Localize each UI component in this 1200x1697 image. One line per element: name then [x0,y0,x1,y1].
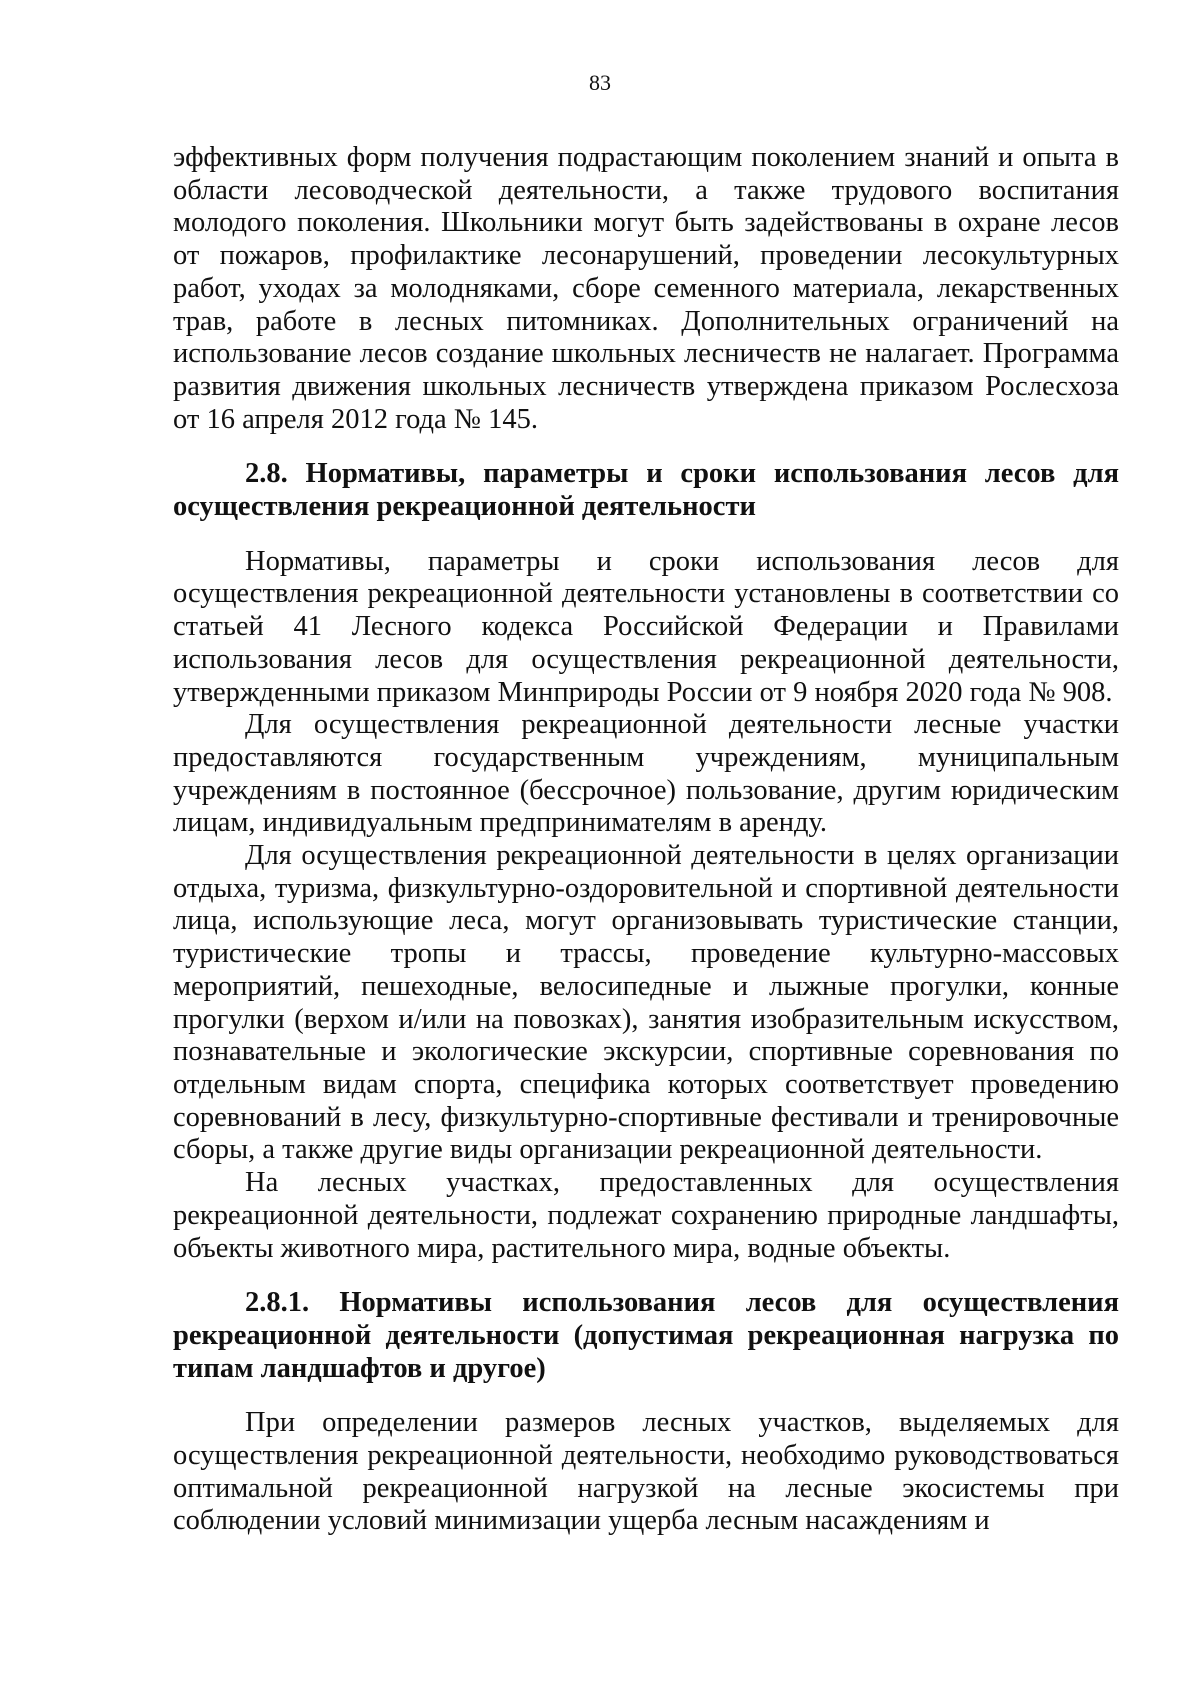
paragraph: На лесных участках, предоставленных для осуществления рекреационной деятельности, подлежат сохранению природные ландшафты, объекты животного мира, растительного мира, водные объекты. [173,1167,1119,1264]
page-number: 83 [589,70,611,95]
paragraph-continuation: эффективных форм получения подрастающим поколением знаний и опыта в области лесоводческой деятельности, а также трудового воспитания молодого поколения. Школьники могут быть задействованы в охране лесов от пожаров, профилактике лесонарушений, проведении лесокультурных работ, уходах за молодняками, сборе семенного материала, лекарственных трав, работе в лесных питомниках. Дополнительных ограничений на использование лесов создание школьных лесничеств не налагает. Программа развития движения школьных лесничеств утверждена приказом Рослесхоза от 16 апреля 2012 года № 145. [173,142,1119,435]
paragraph: Для осуществления рекреационной деятельности в целях организации отдыха, туризма, физкультурно-оздоровительной и спортивной деятельности лица, использующие леса, могут организовывать туристические станции, туристические тропы и трассы, проведение культурно-массовых мероприятий, пешеходные, велосипедные и лыжные прогулки, конные прогулки (верхом и/или на повозках), занятия изобразительным искусством, познавательные и экологические экскурсии, спортивные соревнования по отдельным видам спорта, специфика которых соответствует проведению соревнований в лесу, физкультурно-спортивные фестивали и тренировочные сборы, а также другие виды организации рекреационной деятельности. [173,840,1119,1166]
paragraph-last: При определении размеров лесных участков, выделяемых для осуществления рекреационной деятельности, необходимо руководствоваться оптимальной рекреационной нагрузкой на лесные экосистемы при соблюдении условий минимизации ущерба лесным насаждениям и [173,1407,1119,1537]
section-heading-2-8-1: 2.8.1. Нормативы использования лесов для осуществления рекреационной деятельности (допустимая рекреационная нагрузка по типам ландшафтов и другое) [173,1287,1119,1384]
paragraph: Для осуществления рекреационной деятельности лесные участки предоставляются государственным учреждениям, муниципальным учреждениям в постоянное (бессрочное) пользование, другим юридическим лицам, индивидуальным предпринимателям в аренду. [173,709,1119,839]
paragraph: Нормативы, параметры и сроки использования лесов для осуществления рекреационной деятельности установлены в соответствии со статьей 41 Лесного кодекса Российской Федерации и Правилами использования лесов для осуществления рекреационной деятельности, утвержденными приказом Минприроды России от 9 ноября 2020 года № 908. [173,545,1119,708]
section-heading-2-8: 2.8. Нормативы, параметры и сроки использования лесов для осуществления рекреационной деятельности [173,458,1119,523]
document-body [173,142,1119,1538]
